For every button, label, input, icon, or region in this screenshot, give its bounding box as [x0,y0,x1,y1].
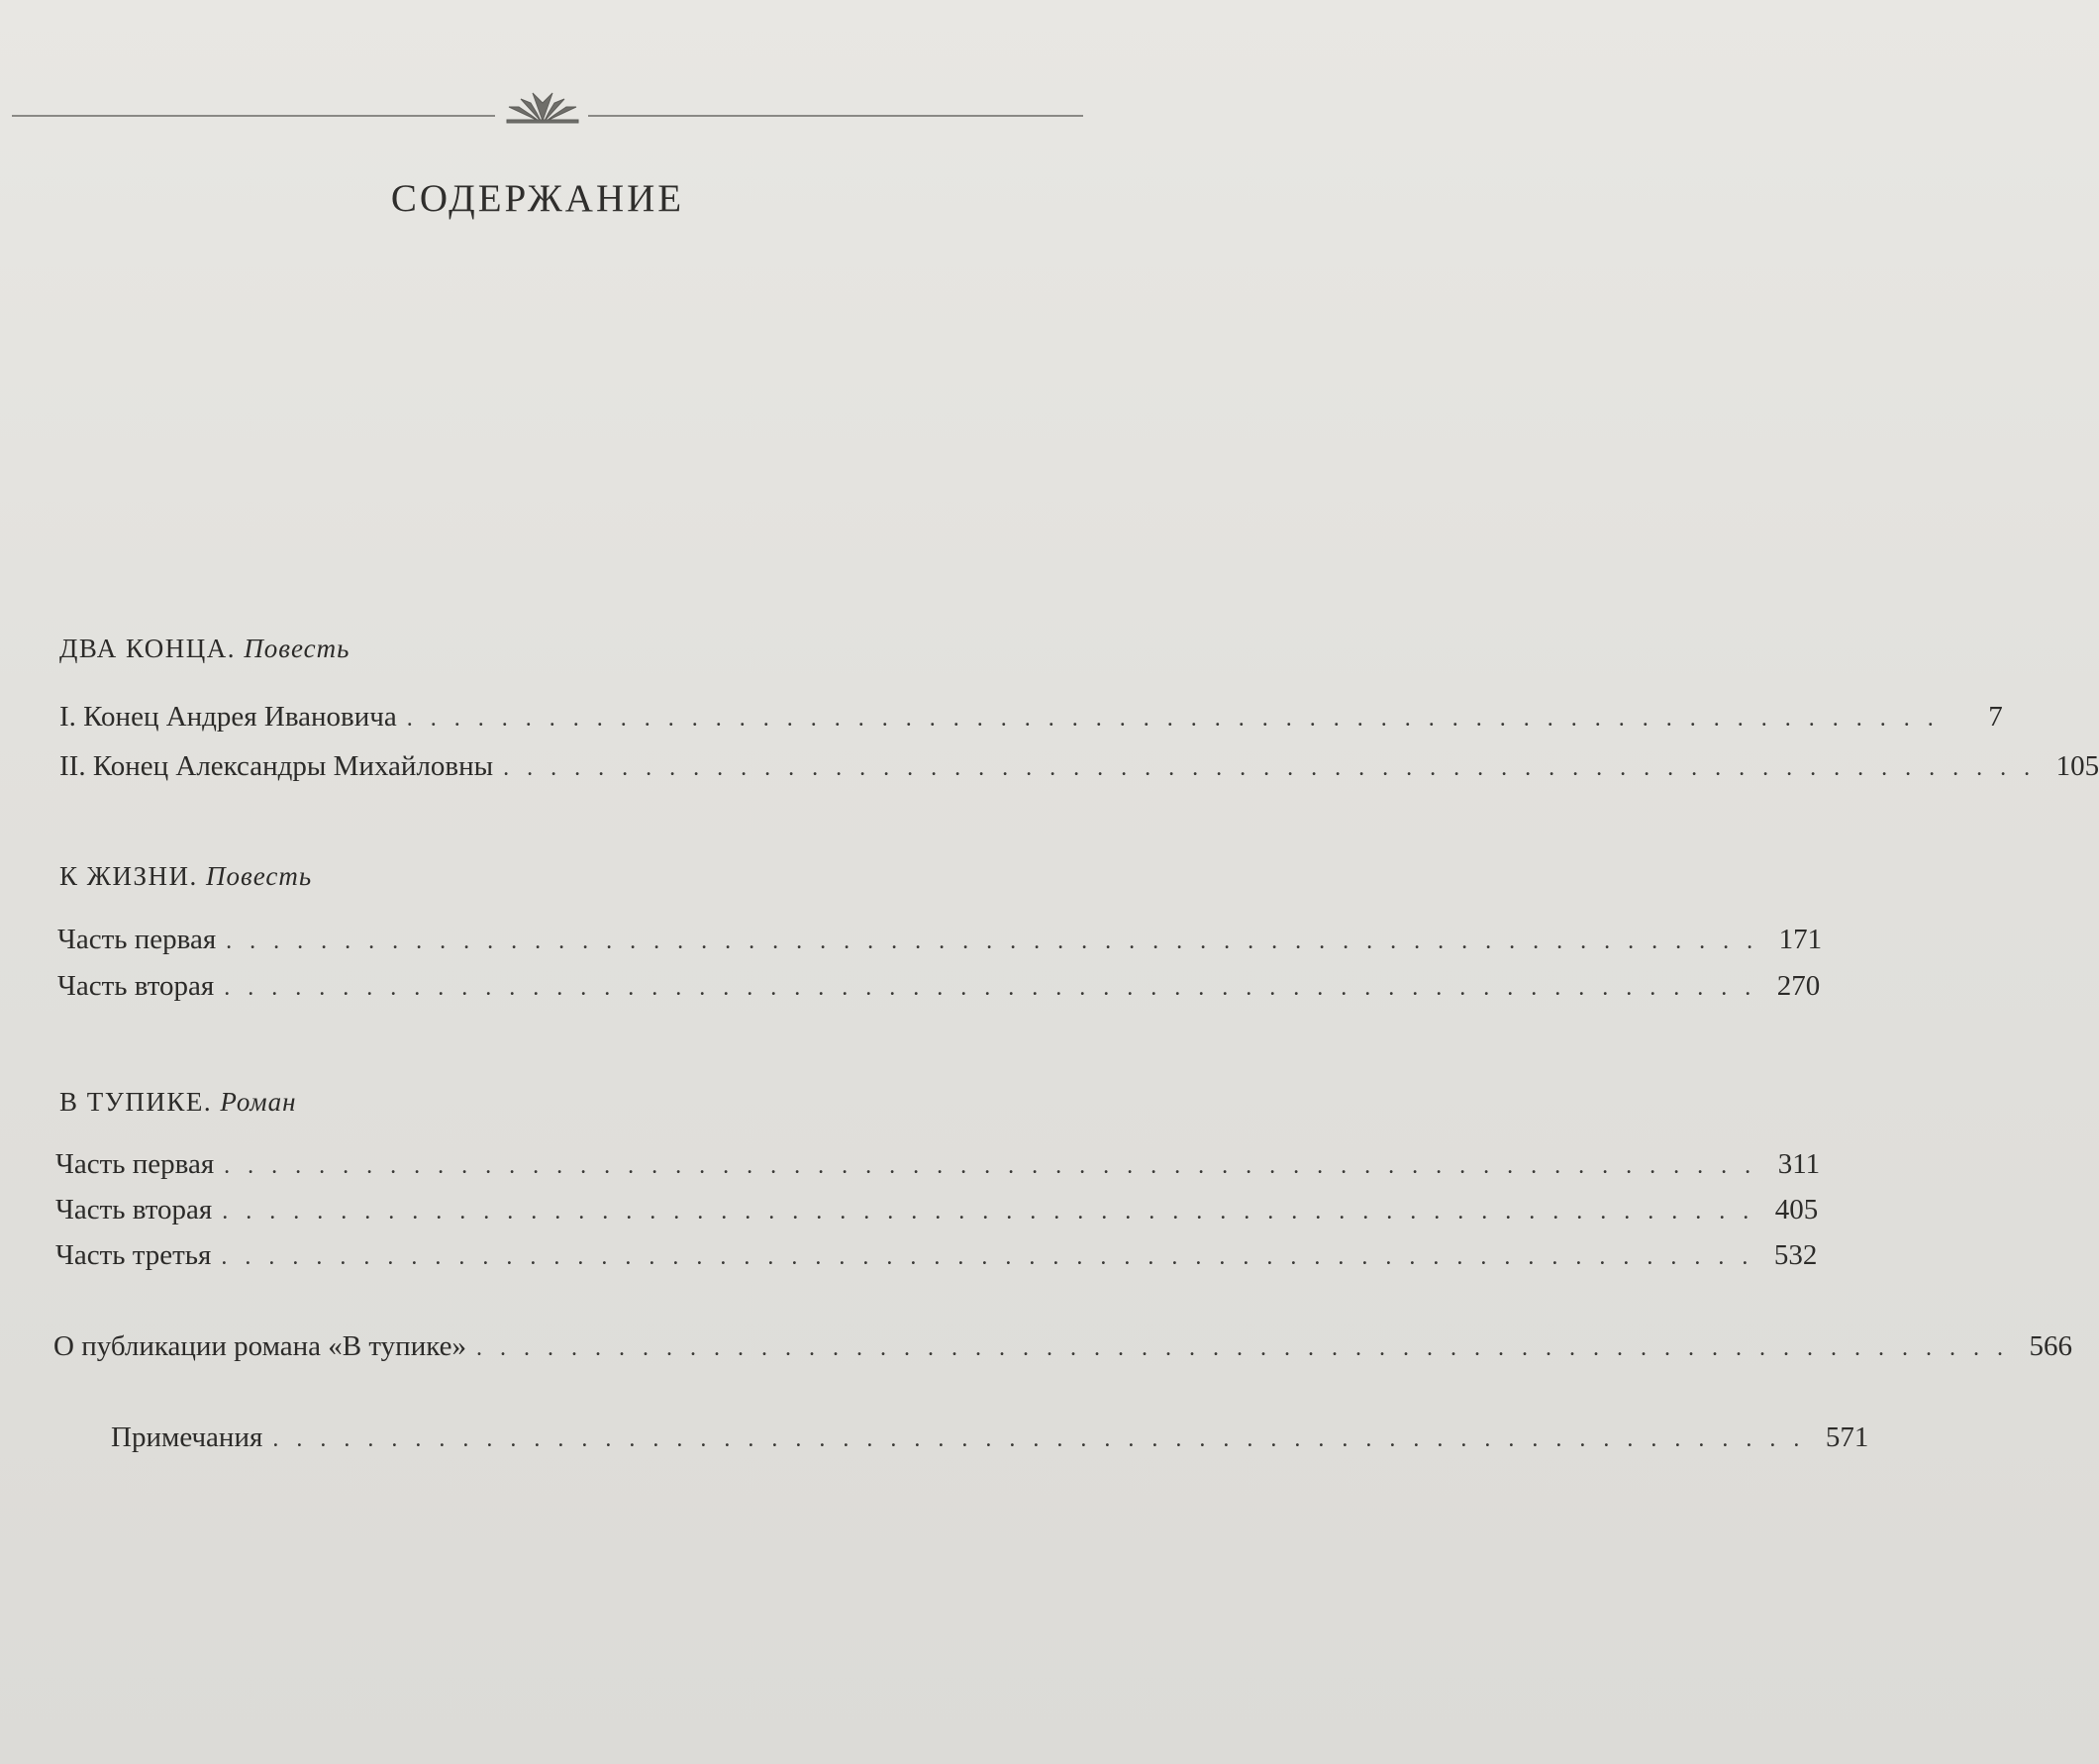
toc-entry-page: 532 [1773,1239,1818,1271]
toc-entry-label: II. Конец Александры Михайловны [59,750,494,782]
section-name: В ТУПИКЕ. [59,1087,213,1117]
dot-leader: . . . . . . . . . . . . . . . . . . . . . . . . . . . . . . . . . . . . . . . . . . . . . . . . . . . . . . . . . . . . . . . . . [222,1199,1755,1225]
toc-entry-page: 566 [2029,1330,2072,1362]
dot-leader: . . . . . . . . . . . . . . . . . . . . . . . . . . . . . . . . . . . . . . . . . . . . . . . . . . . . . . . . . . . . . . . . . [503,755,2037,781]
toc-entry-label: Часть третья [55,1239,212,1271]
toc-entry[interactable] [55,1194,1819,1226]
rule-line-right [588,115,1083,117]
section-name: ДВА КОНЦА. [59,634,237,663]
toc-entry-page: 105 [2055,750,2099,782]
toc-entry-publication-note[interactable] [53,1330,2072,1363]
toc-entry[interactable] [55,1239,1818,1272]
toc-entry-label: О публикации романа «В тупике» [53,1330,466,1362]
dot-leader: . . . . . . . . . . . . . . . . . . . . . . . . . . . . . . . . . . . . . . . . . . . . . . . . . . . . . . . . . . . . . . . . . [406,706,1940,732]
section-genre: Повесть [244,634,350,663]
dot-leader: . . . . . . . . . . . . . . . . . . . . . . . . . . . . . . . . . . . . . . . . . . . . . . . . . . . . . . . . . . . . . . . . . [224,975,1757,1001]
page-title: СОДЕРЖАНИЕ [390,177,685,220]
section-name: К ЖИЗНИ. [59,861,198,891]
toc-entry-page: 571 [1825,1421,1869,1453]
decorative-rule [12,105,1083,125]
toc-entry[interactable] [57,970,1821,1003]
dot-leader: . . . . . . . . . . . . . . . . . . . . . . . . . . . . . . . . . . . . . . . . . . . . . . . . . . . . . . . . . . . . . . . . . [272,1426,1806,1452]
toc-entry-notes[interactable] [111,1421,1869,1454]
toc-entry-page: 405 [1774,1194,1819,1225]
section-title-k-zhizni [59,861,312,892]
toc-entry-label: Часть вторая [55,1194,213,1225]
section-genre: Повесть [205,861,313,891]
rule-line-left [12,115,495,117]
toc-entry-label: Примечания [111,1421,263,1453]
dot-leader: . . . . . . . . . . . . . . . . . . . . . . . . . . . . . . . . . . . . . . . . . . . . . . . . . . . . . . . . . . . . . . . . . [475,1335,2009,1361]
toc-entry-page: 311 [1777,1148,1821,1180]
toc-entry-page: 171 [1778,924,1823,955]
dot-leader: . . . . . . . . . . . . . . . . . . . . . . . . . . . . . . . . . . . . . . . . . . . . . . . . . . . . . . . . . . . . . . . . . [221,1244,1754,1270]
toc-entry[interactable] [55,1148,1821,1181]
toc-entry-page: 7 [1988,701,2003,733]
toc-entry[interactable] [59,750,2099,783]
toc-entry[interactable] [57,924,1823,956]
toc-entry-label: Часть первая [55,1148,215,1180]
toc-entry-page: 270 [1776,970,1821,1002]
toc-entry[interactable] [59,701,2003,734]
section-title-dva-kontsa [59,634,350,664]
toc-entry-label: Часть вторая [57,970,215,1002]
dot-leader: . . . . . . . . . . . . . . . . . . . . . . . . . . . . . . . . . . . . . . . . . . . . . . . . . . . . . . . . . . . . . . . . . [226,929,1759,954]
dot-leader: . . . . . . . . . . . . . . . . . . . . . . . . . . . . . . . . . . . . . . . . . . . . . . . . . . . . . . . . . . . . . . . . . [224,1153,1757,1179]
section-genre: Роман [220,1087,297,1117]
toc-entry-label: Часть первая [57,924,217,955]
section-title-v-tupike [59,1087,297,1118]
toc-entry-label: I. Конец Андрея Ивановича [59,701,397,733]
leaf-ornament-icon [503,83,582,125]
